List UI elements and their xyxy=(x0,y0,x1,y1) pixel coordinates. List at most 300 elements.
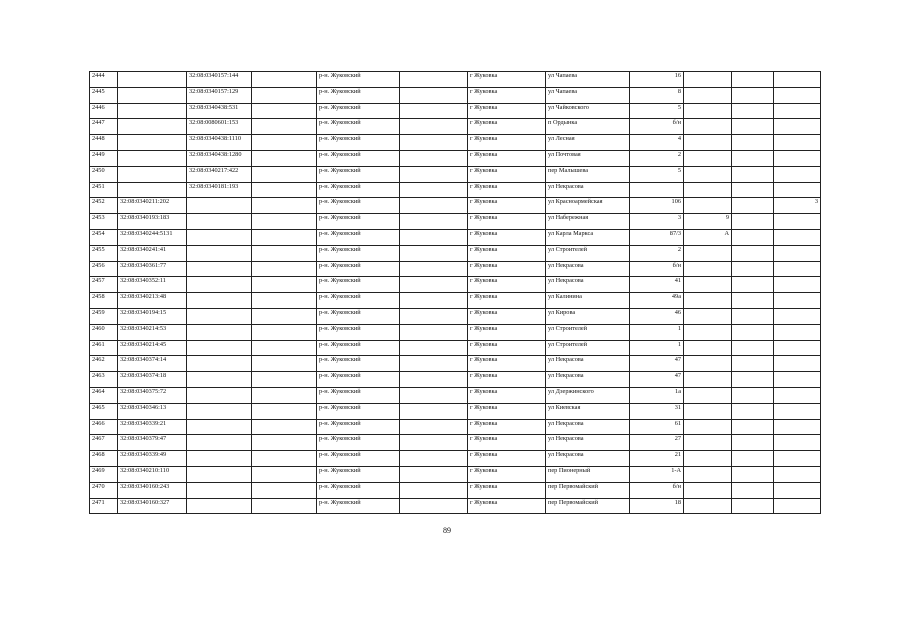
cadastral-number-cell xyxy=(187,229,252,245)
district-cell: р-н. Жуковский xyxy=(317,372,400,388)
district-cell: р-н. Жуковский xyxy=(317,308,400,324)
blank-col-a-cell xyxy=(252,372,317,388)
street-cell: пер Первомайский xyxy=(546,498,630,514)
extra-g-cell xyxy=(774,356,821,372)
cadastral-number-cell xyxy=(187,308,252,324)
blank-col-a-cell xyxy=(252,229,317,245)
cadastral-number-a-cell: 32:08:0340361:77 xyxy=(118,261,187,277)
extra-e-cell xyxy=(684,277,732,293)
city-cell: г Жуковка xyxy=(468,293,546,309)
house-number-cell: 21 xyxy=(630,451,684,467)
extra-e-cell xyxy=(684,466,732,482)
blank-col-b-cell xyxy=(400,356,468,372)
extra-g-cell xyxy=(774,229,821,245)
blank-col-b-cell xyxy=(400,387,468,403)
cadastral-number-cell xyxy=(187,277,252,293)
cadastral-number-a-cell: 32:08:0340160:243 xyxy=(118,482,187,498)
district-cell: р-н. Жуковский xyxy=(317,150,400,166)
blank-col-b-cell xyxy=(400,372,468,388)
street-cell: п Ордынка xyxy=(546,119,630,135)
table-row xyxy=(90,482,821,498)
extra-f-cell xyxy=(732,150,774,166)
city-cell: г Жуковка xyxy=(468,308,546,324)
extra-f-cell xyxy=(732,435,774,451)
cadastral-number-cell xyxy=(187,340,252,356)
cadastral-number-cell: 32:08:0340181:193 xyxy=(187,182,252,198)
house-number-cell: 5 xyxy=(630,166,684,182)
table-row xyxy=(90,340,821,356)
house-number-cell: 3 xyxy=(630,214,684,230)
cadastral-number-a-cell: 32:08:0340374:18 xyxy=(118,372,187,388)
table-row xyxy=(90,308,821,324)
blank-col-b-cell xyxy=(400,182,468,198)
city-cell: г Жуковка xyxy=(468,387,546,403)
extra-e-cell xyxy=(684,403,732,419)
house-number-cell: 4 xyxy=(630,135,684,151)
extra-f-cell xyxy=(732,498,774,514)
district-cell: р-н. Жуковский xyxy=(317,229,400,245)
blank-col-b-cell xyxy=(400,498,468,514)
cadastral-number-cell xyxy=(187,372,252,388)
house-number-cell: 27 xyxy=(630,435,684,451)
city-cell: г Жуковка xyxy=(468,403,546,419)
table-row xyxy=(90,119,821,135)
extra-e-cell xyxy=(684,166,732,182)
cadastral-number-a-cell: 32:08:0340210:110 xyxy=(118,466,187,482)
extra-f-cell xyxy=(732,214,774,230)
row-number-cell: 2445 xyxy=(90,87,118,103)
city-cell: г Жуковка xyxy=(468,498,546,514)
blank-col-a-cell xyxy=(252,482,317,498)
cadastral-number-a-cell: 32:08:0340194:15 xyxy=(118,308,187,324)
blank-col-b-cell xyxy=(400,103,468,119)
blank-col-a-cell xyxy=(252,245,317,261)
table-row xyxy=(90,245,821,261)
extra-g-cell xyxy=(774,72,821,88)
extra-g-cell xyxy=(774,482,821,498)
extra-f-cell xyxy=(732,72,774,88)
extra-f-cell xyxy=(732,198,774,214)
blank-col-a-cell xyxy=(252,182,317,198)
cadastral-number-a-cell: 32:08:0340346:13 xyxy=(118,403,187,419)
cadastral-number-cell xyxy=(187,482,252,498)
extra-e-cell: А xyxy=(684,229,732,245)
city-cell: г Жуковка xyxy=(468,87,546,103)
cadastral-number-a-cell: 32:08:0340375:72 xyxy=(118,387,187,403)
table-row xyxy=(90,103,821,119)
blank-col-b-cell xyxy=(400,229,468,245)
row-number-cell: 2464 xyxy=(90,387,118,403)
extra-f-cell xyxy=(732,451,774,467)
blank-col-a-cell xyxy=(252,87,317,103)
house-number-cell: 1а xyxy=(630,387,684,403)
blank-col-a-cell xyxy=(252,150,317,166)
row-number-cell: 2468 xyxy=(90,451,118,467)
table-row xyxy=(90,135,821,151)
district-cell: р-н. Жуковский xyxy=(317,324,400,340)
street-cell: ул Калинина xyxy=(546,293,630,309)
house-number-cell: 1-А xyxy=(630,466,684,482)
blank-col-b-cell xyxy=(400,435,468,451)
district-cell: р-н. Жуковский xyxy=(317,356,400,372)
city-cell: г Жуковка xyxy=(468,150,546,166)
house-number-cell: 47 xyxy=(630,372,684,388)
extra-g-cell xyxy=(774,87,821,103)
extra-e-cell xyxy=(684,182,732,198)
cadastral-number-a-cell: 32:08:0340193:183 xyxy=(118,214,187,230)
district-cell: р-н. Жуковский xyxy=(317,277,400,293)
city-cell: г Жуковка xyxy=(468,466,546,482)
house-number-cell: 49а xyxy=(630,293,684,309)
extra-g-cell xyxy=(774,387,821,403)
blank-col-a-cell xyxy=(252,324,317,340)
district-cell: р-н. Жуковский xyxy=(317,435,400,451)
cadastral-number-a-cell: 32:08:0340379:47 xyxy=(118,435,187,451)
extra-e-cell xyxy=(684,356,732,372)
blank-col-a-cell xyxy=(252,419,317,435)
street-cell: ул Некрасова xyxy=(546,182,630,198)
cadastral-number-cell xyxy=(187,293,252,309)
extra-f-cell xyxy=(732,372,774,388)
table-row xyxy=(90,293,821,309)
blank-col-a-cell xyxy=(252,293,317,309)
extra-g-cell xyxy=(774,103,821,119)
row-number-cell: 2454 xyxy=(90,229,118,245)
street-cell: ул Некрасова xyxy=(546,419,630,435)
city-cell: г Жуковка xyxy=(468,198,546,214)
cadastral-number-a-cell xyxy=(118,166,187,182)
extra-f-cell xyxy=(732,482,774,498)
extra-g-cell xyxy=(774,498,821,514)
district-cell: р-н. Жуковский xyxy=(317,182,400,198)
blank-col-b-cell xyxy=(400,261,468,277)
street-cell: ул Некрасова xyxy=(546,356,630,372)
city-cell: г Жуковка xyxy=(468,166,546,182)
street-cell: ул Кирова xyxy=(546,308,630,324)
extra-g-cell xyxy=(774,372,821,388)
blank-col-b-cell xyxy=(400,466,468,482)
extra-f-cell xyxy=(732,277,774,293)
extra-e-cell xyxy=(684,119,732,135)
city-cell: г Жуковка xyxy=(468,103,546,119)
street-cell: ул Чапаева xyxy=(546,87,630,103)
blank-col-b-cell xyxy=(400,150,468,166)
street-cell: ул Дзержинского xyxy=(546,387,630,403)
street-cell: ул Некрасова xyxy=(546,435,630,451)
house-number-cell: 1 xyxy=(630,340,684,356)
blank-col-a-cell xyxy=(252,466,317,482)
house-number-cell: 41 xyxy=(630,277,684,293)
extra-e-cell xyxy=(684,419,732,435)
extra-e-cell xyxy=(684,451,732,467)
row-number-cell: 2444 xyxy=(90,72,118,88)
table-row xyxy=(90,372,821,388)
district-cell: р-н. Жуковский xyxy=(317,214,400,230)
city-cell: г Жуковка xyxy=(468,324,546,340)
row-number-cell: 2456 xyxy=(90,261,118,277)
street-cell: ул Почтовая xyxy=(546,150,630,166)
row-number-cell: 2448 xyxy=(90,135,118,151)
house-number-cell: 47 xyxy=(630,356,684,372)
extra-e-cell xyxy=(684,103,732,119)
extra-e-cell xyxy=(684,261,732,277)
extra-g-cell xyxy=(774,293,821,309)
blank-col-b-cell xyxy=(400,166,468,182)
city-cell: г Жуковка xyxy=(468,214,546,230)
blank-col-a-cell xyxy=(252,198,317,214)
street-cell: пер Пионерный xyxy=(546,466,630,482)
extra-e-cell xyxy=(684,135,732,151)
house-number-cell: 106 xyxy=(630,198,684,214)
extra-f-cell xyxy=(732,387,774,403)
blank-col-a-cell xyxy=(252,435,317,451)
extra-g-cell xyxy=(774,419,821,435)
blank-col-b-cell xyxy=(400,277,468,293)
blank-col-b-cell xyxy=(400,214,468,230)
cadastral-number-a-cell: 32:08:0340214:45 xyxy=(118,340,187,356)
cadastral-number-a-cell: 32:08:0340339:49 xyxy=(118,451,187,467)
blank-col-b-cell xyxy=(400,245,468,261)
street-cell: ул Лесная xyxy=(546,135,630,151)
table-body xyxy=(90,72,821,514)
city-cell: г Жуковка xyxy=(468,451,546,467)
district-cell: р-н. Жуковский xyxy=(317,103,400,119)
row-number-cell: 2450 xyxy=(90,166,118,182)
district-cell: р-н. Жуковский xyxy=(317,198,400,214)
city-cell: г Жуковка xyxy=(468,182,546,198)
blank-col-a-cell xyxy=(252,166,317,182)
extra-f-cell xyxy=(732,119,774,135)
district-cell: р-н. Жуковский xyxy=(317,261,400,277)
extra-g-cell xyxy=(774,340,821,356)
extra-f-cell xyxy=(732,245,774,261)
row-number-cell: 2455 xyxy=(90,245,118,261)
cadastral-number-cell xyxy=(187,435,252,451)
blank-col-b-cell xyxy=(400,293,468,309)
district-cell: р-н. Жуковский xyxy=(317,119,400,135)
city-cell: г Жуковка xyxy=(468,119,546,135)
district-cell: р-н. Жуковский xyxy=(317,87,400,103)
extra-e-cell xyxy=(684,387,732,403)
extra-e-cell xyxy=(684,372,732,388)
cadastral-number-cell: 32:08:0340157:144 xyxy=(187,72,252,88)
city-cell: г Жуковка xyxy=(468,340,546,356)
extra-f-cell xyxy=(732,135,774,151)
blank-col-b-cell xyxy=(400,403,468,419)
cadastral-number-cell xyxy=(187,387,252,403)
district-cell: р-н. Жуковский xyxy=(317,245,400,261)
extra-g-cell xyxy=(774,214,821,230)
cadastral-number-cell: 32:08:0340438:531 xyxy=(187,103,252,119)
extra-f-cell xyxy=(732,229,774,245)
table-row xyxy=(90,403,821,419)
table-row xyxy=(90,72,821,88)
row-number-cell: 2446 xyxy=(90,103,118,119)
city-cell: г Жуковка xyxy=(468,135,546,151)
extra-f-cell xyxy=(732,403,774,419)
extra-f-cell xyxy=(732,293,774,309)
blank-col-b-cell xyxy=(400,87,468,103)
district-cell: р-н. Жуковский xyxy=(317,387,400,403)
table-row xyxy=(90,387,821,403)
extra-g-cell xyxy=(774,119,821,135)
house-number-cell: 31 xyxy=(630,403,684,419)
blank-col-a-cell xyxy=(252,356,317,372)
row-number-cell: 2460 xyxy=(90,324,118,340)
extra-g-cell xyxy=(774,466,821,482)
blank-col-a-cell xyxy=(252,72,317,88)
cadastral-number-a-cell xyxy=(118,119,187,135)
extra-g-cell xyxy=(774,277,821,293)
page-number: 89 xyxy=(443,526,451,535)
extra-g-cell xyxy=(774,451,821,467)
blank-col-b-cell xyxy=(400,135,468,151)
cadastral-number-a-cell xyxy=(118,135,187,151)
city-cell: г Жуковка xyxy=(468,245,546,261)
cadastral-number-cell xyxy=(187,419,252,435)
row-number-cell: 2471 xyxy=(90,498,118,514)
street-cell: ул Строителей xyxy=(546,340,630,356)
cadastral-number-a-cell: 32:08:0340160:327 xyxy=(118,498,187,514)
extra-g-cell xyxy=(774,435,821,451)
blank-col-b-cell xyxy=(400,119,468,135)
extra-e-cell xyxy=(684,72,732,88)
cadastral-number-cell xyxy=(187,356,252,372)
table-row xyxy=(90,150,821,166)
street-cell: ул Некрасова xyxy=(546,261,630,277)
blank-col-a-cell xyxy=(252,103,317,119)
blank-col-b-cell xyxy=(400,482,468,498)
city-cell: г Жуковка xyxy=(468,229,546,245)
district-cell: р-н. Жуковский xyxy=(317,498,400,514)
blank-col-a-cell xyxy=(252,261,317,277)
row-number-cell: 2467 xyxy=(90,435,118,451)
cadastral-number-cell xyxy=(187,324,252,340)
cadastral-number-a-cell xyxy=(118,103,187,119)
cadastral-number-cell: 32:08:0340157:129 xyxy=(187,87,252,103)
row-number-cell: 2451 xyxy=(90,182,118,198)
city-cell: г Жуковка xyxy=(468,356,546,372)
extra-f-cell xyxy=(732,324,774,340)
extra-g-cell xyxy=(774,261,821,277)
street-cell: ул Некрасова xyxy=(546,372,630,388)
cadastral-number-cell xyxy=(187,451,252,467)
extra-f-cell xyxy=(732,166,774,182)
district-cell: р-н. Жуковский xyxy=(317,419,400,435)
row-number-cell: 2459 xyxy=(90,308,118,324)
row-number-cell: 2466 xyxy=(90,419,118,435)
blank-col-a-cell xyxy=(252,308,317,324)
cadastral-number-a-cell: 32:08:0340211:202 xyxy=(118,198,187,214)
extra-f-cell xyxy=(732,87,774,103)
extra-e-cell: 9 xyxy=(684,214,732,230)
street-cell: ул Некрасова xyxy=(546,451,630,467)
blank-col-a-cell xyxy=(252,451,317,467)
extra-g-cell xyxy=(774,166,821,182)
cadastral-number-a-cell: 32:08:0340241:41 xyxy=(118,245,187,261)
street-cell: ул Чапаева xyxy=(546,72,630,88)
house-number-cell: б/н xyxy=(630,119,684,135)
house-number-cell: 18 xyxy=(630,498,684,514)
table-row xyxy=(90,356,821,372)
blank-col-b-cell xyxy=(400,340,468,356)
extra-g-cell xyxy=(774,135,821,151)
table-row xyxy=(90,182,821,198)
house-number-cell: 2 xyxy=(630,150,684,166)
district-cell: р-н. Жуковский xyxy=(317,403,400,419)
extra-f-cell xyxy=(732,182,774,198)
blank-col-a-cell xyxy=(252,214,317,230)
house-number-cell: 61 xyxy=(630,419,684,435)
street-cell: ул Киевская xyxy=(546,403,630,419)
cadastral-number-a-cell: 32:08:0340244:5131 xyxy=(118,229,187,245)
extra-g-cell xyxy=(774,150,821,166)
extra-f-cell xyxy=(732,308,774,324)
row-number-cell: 2462 xyxy=(90,356,118,372)
extra-e-cell xyxy=(684,435,732,451)
table-row xyxy=(90,419,821,435)
city-cell: г Жуковка xyxy=(468,277,546,293)
extra-e-cell xyxy=(684,198,732,214)
row-number-cell: 2463 xyxy=(90,372,118,388)
table-row xyxy=(90,324,821,340)
extra-f-cell xyxy=(732,466,774,482)
extra-g-cell xyxy=(774,403,821,419)
house-number-cell: 8 xyxy=(630,87,684,103)
blank-col-a-cell xyxy=(252,135,317,151)
row-number-cell: 2461 xyxy=(90,340,118,356)
blank-col-b-cell xyxy=(400,198,468,214)
blank-col-b-cell xyxy=(400,419,468,435)
district-cell: р-н. Жуковский xyxy=(317,451,400,467)
cadastral-number-a-cell: 32:08:0340352:11 xyxy=(118,277,187,293)
cadastral-number-a-cell xyxy=(118,72,187,88)
street-cell: пер Малышева xyxy=(546,166,630,182)
city-cell: г Жуковка xyxy=(468,435,546,451)
extra-g-cell xyxy=(774,308,821,324)
city-cell: г Жуковка xyxy=(468,419,546,435)
cadastral-number-cell xyxy=(187,245,252,261)
house-number-cell: б/н xyxy=(630,482,684,498)
cadastral-number-cell xyxy=(187,214,252,230)
cadastral-number-a-cell xyxy=(118,182,187,198)
house-number-cell: 87/3 xyxy=(630,229,684,245)
table-row xyxy=(90,277,821,293)
table-row xyxy=(90,466,821,482)
extra-e-cell xyxy=(684,482,732,498)
row-number-cell: 2457 xyxy=(90,277,118,293)
table-row xyxy=(90,198,821,214)
city-cell: г Жуковка xyxy=(468,482,546,498)
row-number-cell: 2465 xyxy=(90,403,118,419)
row-number-cell: 2470 xyxy=(90,482,118,498)
row-number-cell: 2458 xyxy=(90,293,118,309)
cadastral-number-cell: 32:08:0340438:1280 xyxy=(187,150,252,166)
house-number-cell: 2 xyxy=(630,245,684,261)
extra-e-cell xyxy=(684,324,732,340)
row-number-cell: 2452 xyxy=(90,198,118,214)
street-cell: пер Первомайский xyxy=(546,482,630,498)
cadastral-number-a-cell: 32:08:0340374:14 xyxy=(118,356,187,372)
blank-col-a-cell xyxy=(252,387,317,403)
extra-g-cell xyxy=(774,182,821,198)
blank-col-b-cell xyxy=(400,451,468,467)
district-cell: р-н. Жуковский xyxy=(317,293,400,309)
extra-g-cell xyxy=(774,245,821,261)
blank-col-a-cell xyxy=(252,277,317,293)
house-number-cell xyxy=(630,182,684,198)
extra-g-cell xyxy=(774,324,821,340)
